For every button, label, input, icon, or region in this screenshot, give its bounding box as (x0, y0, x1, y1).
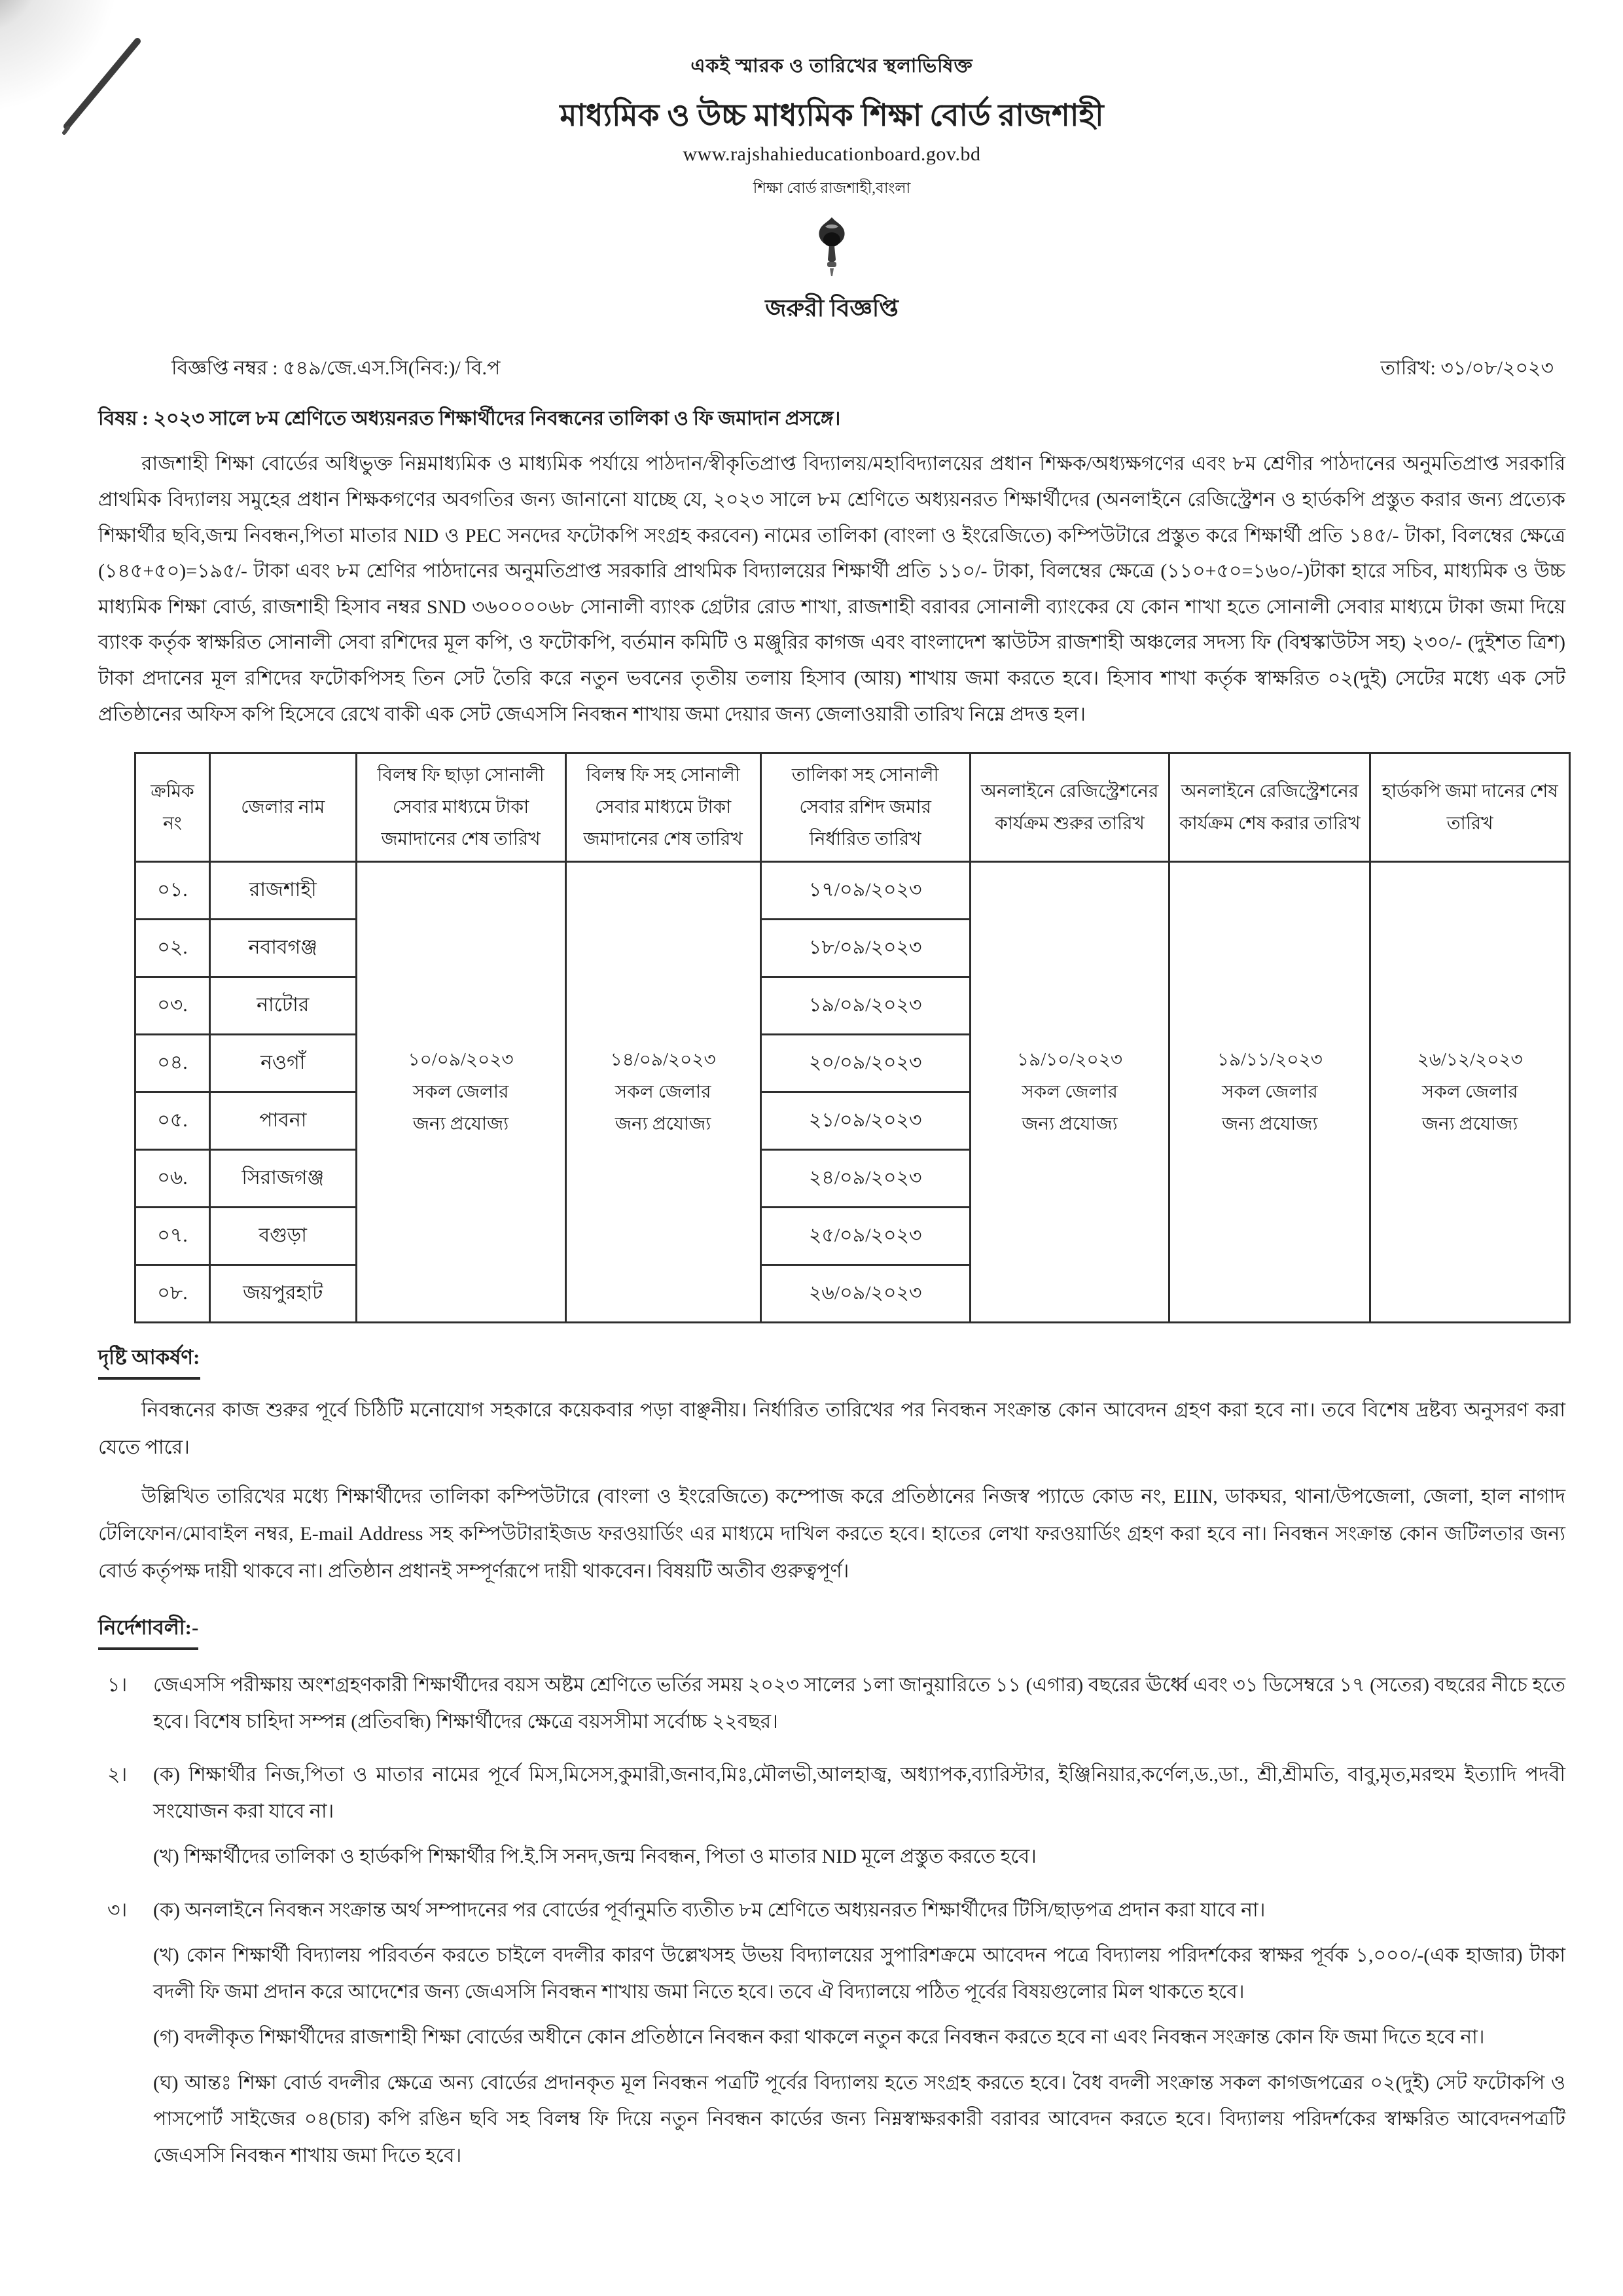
col-hardcopy: হার্ডকপি জমা দানের শেষ তারিখ (1370, 753, 1570, 862)
instruction-item-3 (98, 1892, 1565, 2174)
attention-paragraph-2: উল্লিখিত তারিখের মধ্যে শিক্ষার্থীদের তালিকা কম্পিউটারে (বাংলা ও ইংরেজিতে) কম্পোজ করে প্রতিষ্ঠানের নিজস্ব প্যাডে কোড নং, EIIN, ডাকঘর, থানা/উপজেলা, জেলা, হাল নাগাদ টেলিফোন/মোবাইল নম্বর, E-mail Address সহ কম্পিউটারাইজড ফরওয়ার্ডিং এর মাধ্যমে দাখিল করতে হবে। হাতের লেখা ফরওয়ার্ডিং গ্রহণ করা হবে না। নিবন্ধন সংক্রান্ত কোন জটিলতার জন্য বোর্ড কর্তৃপক্ষ দায়ী থাকবে না। প্রতিষ্ঠান প্রধানই সম্পূর্ণরূপে দায়ী থাকবেন। বিষয়টি অতীব গুরুত্বপূর্ণ। (98, 1486, 1565, 1583)
col-late-fee: বিলম্ব ফি সহ সোনালী সেবার মাধ্যমে টাকা জমাদানের শেষ তারিখ (565, 753, 760, 862)
col-no-late-fee: বিলম্ব ফি ছাড়া সোনালী সেবার মাধ্যমে টাকা জমাদানের শেষ তারিখ (356, 753, 565, 862)
col-receipt: তালিকা সহ সোনালী সেবার রশিদ জমার নির্ধারিত তারিখ (760, 753, 970, 862)
table-row (135, 862, 1570, 920)
attention-paragraph-1: নিবন্ধনের কাজ শুরুর পূর্বে চিঠিটি মনোযোগ সহকারে কয়েকবার পড়া বাঞ্ছনীয়। নির্ধারিত তারিখের পর নিবন্ধন সংক্রান্ত কোন আবেদন গ্রহণ করা হবে না। তবে বিশেষ দ্রষ্টব্য অনুসরণ করা যেতে পারে। (98, 1399, 1565, 1459)
instruction-number: ২। (107, 1764, 128, 1786)
district-cell: নবাবগঞ্জ (209, 920, 356, 977)
board-website: www.rajshahieducationboard.gov.bd (683, 143, 981, 166)
late-fee-cell: ১৪/০৯/২০২৩ সকল জেলার জন্য প্রযোজ্য (565, 862, 760, 1323)
instructions-section (98, 1612, 1565, 2174)
header-subline: শিক্ষা বোর্ড রাজশাহী,বাংলা (753, 180, 911, 197)
serial-cell: ০৭. (135, 1208, 210, 1265)
receipt-date-cell: ২০/০৯/২০২৩ (760, 1035, 970, 1092)
serial-cell: ০৬. (135, 1150, 210, 1208)
receipt-date-cell: ২৫/০৯/২০২৩ (760, 1208, 970, 1265)
district-cell: জয়পুরহাট (209, 1265, 356, 1323)
district-cell: পাবনা (209, 1092, 356, 1150)
instruction-item-1 (98, 1667, 1565, 1740)
hardcopy-cell: ২৬/১২/২০২৩ সকল জেলার জন্য প্রযোজ্য (1370, 862, 1570, 1323)
pen-checkmark-icon (58, 29, 149, 137)
instruction-paragraph: (ঘ) আন্তঃ শিক্ষা বোর্ড বদলীর ক্ষেত্রে অন্য বোর্ডের প্রদানকৃত মূল নিবন্ধন পত্রটি পূর্বের বিদ্যালয় হতে সংগ্রহ করতে হবে। বৈধ বদলী সংক্রান্ত সকল কাগজপত্রের ০২(দুই) সেট ফটোকপি ও পাসপোর্ট সাইজের ০৪(চার) কপি রঙিন ছবি সহ বিলম্ব ফি দিয়ে নতুন নিবন্ধন কার্ডের জন্য নিম্নস্বাক্ষরকারী বরাবর আবেদন করতে হবে। বিদ্যালয় পরিদর্শকের স্বাক্ষরিত আবেদনপত্রটি জেএসসি নিবন্ধন শাখায় জমা দিতে হবে। (153, 2072, 1565, 2166)
col-reg-end: অনলাইনে রেজিস্ট্রেশনের কার্যক্রম শেষ করার তারিখ (1169, 753, 1370, 862)
reg-end-cell: ১৯/১১/২০২৩ সকল জেলার জন্য প্রযোজ্য (1169, 862, 1370, 1323)
no-late-fee-cell: ১০/০৯/২০২৩ সকল জেলার জন্য প্রযোজ্য (356, 862, 565, 1323)
serial-cell: ০৩. (135, 977, 210, 1035)
receipt-date-cell: ২৬/০৯/২০২৩ (760, 1265, 970, 1323)
col-reg-start: অনলাইনে রেজিস্ট্রেশনের কার্যক্রম শুরুর তারিখ (970, 753, 1169, 862)
district-cell: রাজশাহী (209, 862, 356, 920)
district-cell: নওগাঁ (209, 1035, 356, 1092)
reference-row (98, 352, 1565, 386)
instruction-paragraph: (খ) কোন শিক্ষার্থী বিদ্যালয় পরিবর্তন করতে চাইলে বদলীর কারণ উল্লেখসহ উভয় বিদ্যালয়ের সুপারিশক্রমে আবেদন পত্রে বিদ্যালয় পরিদর্শকের স্বাক্ষর পূর্বক ১,০০০/-(এক হাজার) টাকা বদলী ফি জমা প্রদান করে আদেশের জন্য জেএসসি নিবন্ধন শাখায় জমা নিতে হবে। তবে ঐ বিদ্যালয়ে পঠিত পূর্বের বিষয়গুলোর মিল থাকতে হবে। (153, 1945, 1565, 2003)
board-emblem-icon (806, 213, 858, 287)
col-serial: ক্রমিক নং (135, 753, 210, 862)
serial-cell: ০১. (135, 862, 210, 920)
instruction-paragraph: (ক) শিক্ষার্থীর নিজ,পিতা ও মাতার নামের পূর্বে মিস,মিসেস,কুমারী,জনাব,মিঃ,মৌলভী,আলহাজ্ব, অধ্যাপক,ব্যারিস্টার, ইঞ্জিনিয়ার,কর্ণেল,ড.,ডা., শ্রী,শ্রীমতি, বাবু,মৃত,মরহুম ইত্যাদি পদবী সংযোজন করা যাবে না। (153, 1764, 1565, 1822)
receipt-date-cell: ১৮/০৯/২০২৩ (760, 920, 970, 977)
memo-number: বিজ্ঞপ্তি নম্বর : ৫৪৯/জে.এস.সি(নিব:)/ বি.প (171, 357, 501, 380)
district-date-table (134, 752, 1571, 1323)
attention-section (98, 1342, 1565, 1590)
serial-cell: ০২. (135, 920, 210, 977)
instructions-heading: নির্দেশাবলী:- (98, 1612, 198, 1650)
receipt-date-cell: ১৯/০৯/২০২৩ (760, 977, 970, 1035)
reg-start-cell: ১৯/১০/২০২৩ সকল জেলার জন্য প্রযোজ্য (970, 862, 1169, 1323)
memo-date: তারিখ: ৩১/০৮/২০২৩ (1380, 357, 1554, 380)
instruction-paragraph: (গ) বদলীকৃত শিক্ষার্থীদের রাজশাহী শিক্ষা বোর্ডের অধীনে কোন প্রতিষ্ঠানে নিবন্ধন করা থাকলে নতুন করে নিবন্ধন করতে হবে না এবং নিবন্ধন সংক্রান্ত কোন ফি জমা দিতে হবে না। (153, 2026, 1485, 2049)
instruction-paragraph: (ক) অনলাইনে নিবন্ধন সংক্রান্ত অর্থ সম্পাদনের পর বোর্ডের পূর্বানুমতি ব্যতীত ৮ম শ্রেণিতে অধ্যয়নরত শিক্ষার্থীদের টিসি/ছাড়পত্র প্রদান করা যাবে না। (153, 1899, 1266, 1921)
receipt-date-cell: ২৪/০৯/২০২৩ (760, 1150, 970, 1208)
subject-line: বিষয় : ২০২৩ সালে ৮ম শ্রেণিতে অধ্যয়নরত শিক্ষার্থীদের নিবন্ধনের তালিকা ও ফি জমাদান প্রসঙ্গে। (98, 408, 841, 430)
board-title: মাধ্যমিক ও উচ্চ মাধ্যমিক শিক্ষা বোর্ড রাজশাহী (560, 99, 1104, 133)
instruction-paragraph: জেএসসি পরীক্ষায় অংশগ্রহণকারী শিক্ষার্থীদের বয়স অষ্টম শ্রেণিতে ভর্তির সময় ২০২৩ সালের ১লা জানুয়ারিতে ১১ (এগার) বছরের ঊর্ধ্বে এবং ৩১ ডিসেম্বরে ১৭ (সতের) বছরের নীচে হতে হবে। বিশেষ চাহিদা সম্পন্ন (প্রতিবন্ধি) শিক্ষার্থীদের ক্ষেত্রে বয়সসীমা সর্বোচ্চ ২২বছর। (153, 1674, 1565, 1732)
serial-cell: ০৪. (135, 1035, 210, 1092)
district-cell: বগুড়া (209, 1208, 356, 1265)
serial-cell: ০৮. (135, 1265, 210, 1323)
district-cell: নাটোর (209, 977, 356, 1035)
attention-heading: দৃষ্টি আকর্ষণ: (98, 1342, 200, 1380)
document-header (98, 51, 1565, 330)
instruction-number: ৩। (107, 1899, 128, 1921)
serial-cell: ০৫. (135, 1092, 210, 1150)
col-district: জেলার নাম (209, 753, 356, 862)
header-note-line: একই স্মারক ও তারিখের স্থলাভিষিক্ত (690, 56, 973, 77)
body-paragraph: রাজশাহী শিক্ষা বোর্ডের অধিভুক্ত নিম্নমাধ্যমিক ও মাধ্যমিক পর্যায়ে পাঠদান/স্বীকৃতিপ্রাপ্ত বিদ্যালয়/মহাবিদ্যালয়ের প্রধান শিক্ষক/অধ্যক্ষগণের এবং ৮ম শ্রেণীর পাঠদানের অনুমতিপ্রাপ্ত সরকারি প্রাথমিক বিদ্যালয় সমুহের প্রধান শিক্ষকগণের অবগতির জন্য জানানো যাচ্ছে যে, ২০২৩ সালে ৮ম শ্রেণিতে অধ্যয়নরত শিক্ষার্থীদের (অনলাইনে রেজিস্ট্রেশন ও হার্ডকপি প্রস্তুত করার জন্য প্রত্যেক শিক্ষার্থীর ছবি,জন্ম নিবন্ধন,পিতা মাতার NID ও PEC সনদের ফটোকপি সংগ্রহ করবেন) নামের তালিকা (বাংলা ও ইংরেজিতে) কম্পিউটারে প্রস্তুত করে শিক্ষার্থী প্রতি ১৪৫/- টাকা, বিলম্বের ক্ষেত্রে (১৪৫+৫০)=১৯৫/- টাকা এবং ৮ম শ্রেণির পাঠদানের অনুমতিপ্রাপ্ত সরকারি প্রাথমিক বিদ্যালয়ের শিক্ষার্থী প্রতি ১১০/- টাকা, বিলম্বের ক্ষেত্রে (১১০+৫০=১৬০/-)টাকা হারে সচিব, মাধ্যমিক ও উচ্চ মাধ্যমিক শিক্ষা বোর্ড, রাজশাহী হিসাব নম্বর SND ৩৬০০০০৬৮ সোনালী ব্যাংক গ্রেটার রোড শাখা, রাজশাহী বরাবর সোনালী ব্যাংকের যে কোন শাখা হতে সোনালী সেবার মাধ্যমে টাকা জমা দিয়ে ব্যাংক কর্তৃক স্বাক্ষরিত সোনালী সেবা রশিদের মূল কপি, ও ফটোকপি, বর্তমান কমিটি ও মঞ্জুরির কাগজ এবং বাংলাদেশ স্কাউটস রাজশাহী অঞ্চলের সদস্য ফি (বিশ্বস্কাউটস সহ) ২৩০/- (দুইশত ত্রিশ) টাকা প্রদানের মূল রশিদের ফটোকপিসহ তিন সেট তৈরি করে নতুন ভবনের তৃতীয় তলায় হিসাব (আয়) শাখায় জমা করতে হবে। হিসাব শাখা কর্তৃক স্বাক্ষরিত ০২(দুই) সেটের মধ্যে এক সেট প্রতিষ্ঠানের অফিস কপি হিসেবে রেখে বাকী এক সেট জেএসসি নিবন্ধন শাখায় জমা দেয়ার জন্য জেলাওয়ারী তারিখ নিম্নে প্রদত্ত হল। (98, 453, 1565, 725)
instruction-item-2 (98, 1757, 1565, 1875)
instruction-number: ১। (107, 1674, 128, 1696)
receipt-date-cell: ১৭/০৯/২০২৩ (760, 862, 970, 920)
receipt-date-cell: ২১/০৯/২০২৩ (760, 1092, 970, 1150)
notice-type-heading: জরুরী বিজ্ঞপ্তি (765, 295, 899, 322)
instruction-paragraph: (খ) শিক্ষার্থীদের তালিকা ও হার্ডকপি শিক্ষার্থীর পি.ই.সি সনদ,জন্ম নিবন্ধন, পিতা ও মাতার NID মূলে প্রস্তুত করতে হবে। (153, 1846, 1037, 1868)
district-cell: সিরাজগঞ্জ (209, 1150, 356, 1208)
table-header-row (135, 753, 1570, 862)
